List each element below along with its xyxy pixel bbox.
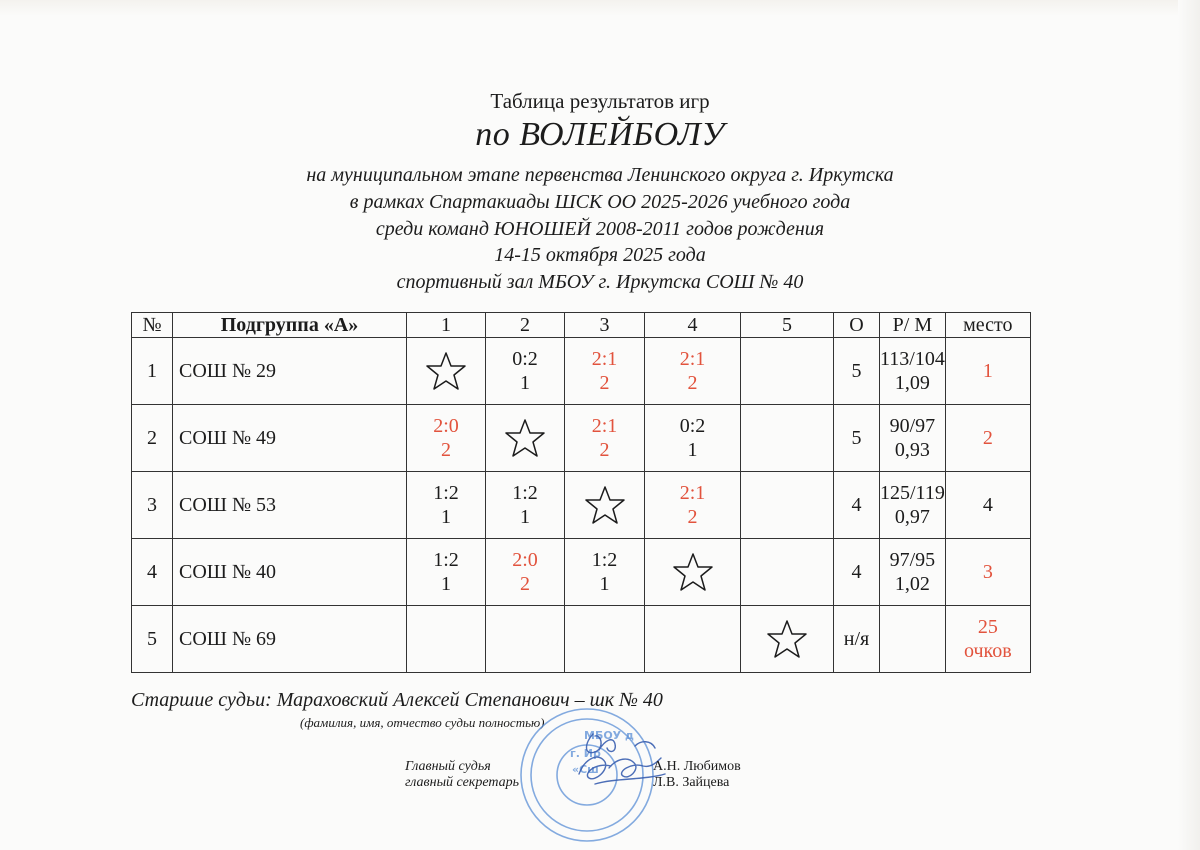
place-value: 3 [982,561,993,583]
row-number: 1 [132,338,173,405]
game-result-cell [565,338,645,405]
set-score: 2:1 [679,482,706,504]
team-name: СОШ № 49 [173,405,407,472]
col-header-4: 4 [645,313,741,338]
row-number: 5 [132,606,173,673]
game-result-cell [565,405,645,472]
star-icon [672,552,714,592]
ratio-sets: 125/119 [880,482,945,504]
self-game-cell [407,338,486,405]
game-points: 1 [520,372,530,394]
place-value: 25 [977,616,998,638]
game-result-cell [486,539,565,606]
place-extra: очков [963,640,1012,662]
game-result-cell [741,539,834,606]
star-icon [425,351,467,391]
team-name: СОШ № 53 [173,472,407,539]
sport-title: по ВОЛЕЙБОЛУ [475,116,725,153]
table-row [132,472,1031,539]
set-score: 1:2 [591,549,618,571]
game-result-cell [645,472,741,539]
game-result-cell [741,338,834,405]
place-cell [945,539,1030,606]
total-points: 5 [834,338,880,405]
table-row [132,405,1031,472]
game-points: 2 [441,439,451,461]
place-value: 4 [982,494,993,516]
col-header-points: О [834,313,880,338]
ratio-cell [880,539,946,606]
game-result-cell [741,405,834,472]
game-points: 1 [599,573,610,595]
col-header-place: место [945,313,1030,338]
row-number: 3 [132,472,173,539]
place-cell [945,405,1030,472]
subtitle-line-1: на муниципальном этапе первенства Ленинского округа г. Иркутска [306,164,894,186]
ratio-sets: 113/104 [880,348,945,370]
self-game-cell [645,539,741,606]
ratio-cell [880,405,946,472]
team-name: СОШ № 29 [173,338,407,405]
game-result-cell [486,606,565,673]
set-score: 2:0 [433,415,459,437]
game-points: 1 [441,506,451,528]
row-number: 2 [132,405,173,472]
set-score: 0:2 [512,348,538,370]
set-score: 2:1 [591,348,618,370]
game-points: 2 [599,372,610,394]
table-row [132,539,1031,606]
col-header-team: Подгруппа «А» [173,313,407,338]
star-icon [504,418,546,458]
ratio-value: 0,93 [894,439,930,461]
subtitle-line-2: в рамках Спартакиады ШСК ОО 2025-2026 учебного года [349,191,851,213]
self-game-cell [486,405,565,472]
game-points: 2 [520,573,530,595]
place-cell [945,606,1030,673]
judges-note: (фамилия, имя, отчество судьи полностью) [300,715,545,730]
set-score: 2:0 [512,549,538,571]
stamp-text-2: г. Ир [570,747,601,760]
self-game-cell [565,472,645,539]
stamp-text-1: МБОУ д [584,729,634,742]
ratio-value: 0,97 [894,506,930,528]
subtitle-line-5: спортивный зал МБОУ г. Иркутска СОШ № 40 [396,271,804,293]
place-cell [945,338,1030,405]
game-result-cell [407,539,486,606]
star-icon [584,485,626,525]
total-points: 4 [834,472,880,539]
place-cell [945,472,1030,539]
ratio-value: 1,09 [894,372,930,394]
col-header-num: № [132,313,173,338]
row-number: 4 [132,539,173,606]
table-row [132,338,1031,405]
game-points: 1 [687,439,698,461]
table-header-row [132,313,1031,338]
game-result-cell [645,405,741,472]
document-title: Таблица результатов игр [490,89,710,113]
col-header-3: 3 [565,313,645,338]
game-points: 2 [599,439,610,461]
game-points: 2 [687,372,698,394]
set-score: 2:1 [591,415,618,437]
game-points: 1 [441,573,451,595]
col-header-1: 1 [407,313,486,338]
team-name: СОШ № 40 [173,539,407,606]
game-result-cell [565,606,645,673]
set-score: 1:2 [433,549,459,571]
col-header-2: 2 [486,313,565,338]
subtitle-line-3: среди команд ЮНОШЕЙ 2008-2011 годов рождения [375,218,825,240]
game-result-cell [407,472,486,539]
col-header-5: 5 [741,313,834,338]
chief-secretary-label: главный секретарь [405,775,520,790]
stamp-text-3: «Сш [572,763,599,776]
game-points: 1 [520,506,530,528]
game-points: 2 [687,506,698,528]
ratio-cell [880,338,946,405]
team-name: СОШ № 69 [173,606,407,673]
results-table [131,312,1031,673]
set-score: 1:2 [433,482,459,504]
chief-judge-label: Главный судья [405,759,491,774]
set-score: 2:1 [679,348,706,370]
self-game-cell [741,606,834,673]
ratio-value: 1,02 [894,573,930,595]
game-result-cell [645,606,741,673]
ratio-sets: 90/97 [889,415,936,437]
chief-secretary-name: Л.В. Зайцева [653,775,730,790]
game-result-cell [486,472,565,539]
scan-edge [0,0,1200,16]
star-icon [766,619,808,659]
total-points: н/я [834,606,880,673]
game-result-cell [645,338,741,405]
ratio-sets: 97/95 [889,549,936,571]
place-value: 2 [982,427,993,449]
total-points: 5 [834,405,880,472]
game-result-cell [741,472,834,539]
subtitle-line-4: 14-15 октября 2025 года [494,244,706,266]
senior-judges: Старшие судьи: Мараховский Алексей Степанович – шк № 40 [131,689,663,711]
game-result-cell [407,606,486,673]
chief-judge-name: А.Н. Любимов [653,759,741,774]
ratio-cell [880,606,946,673]
set-score: 0:2 [679,415,706,437]
set-score: 1:2 [512,482,538,504]
table-row [132,606,1031,673]
ratio-cell [880,472,946,539]
game-result-cell [486,338,565,405]
col-header-ratio: Р/ М [880,313,946,338]
total-points: 4 [834,539,880,606]
place-value: 1 [982,360,993,382]
game-result-cell [407,405,486,472]
game-result-cell [565,539,645,606]
